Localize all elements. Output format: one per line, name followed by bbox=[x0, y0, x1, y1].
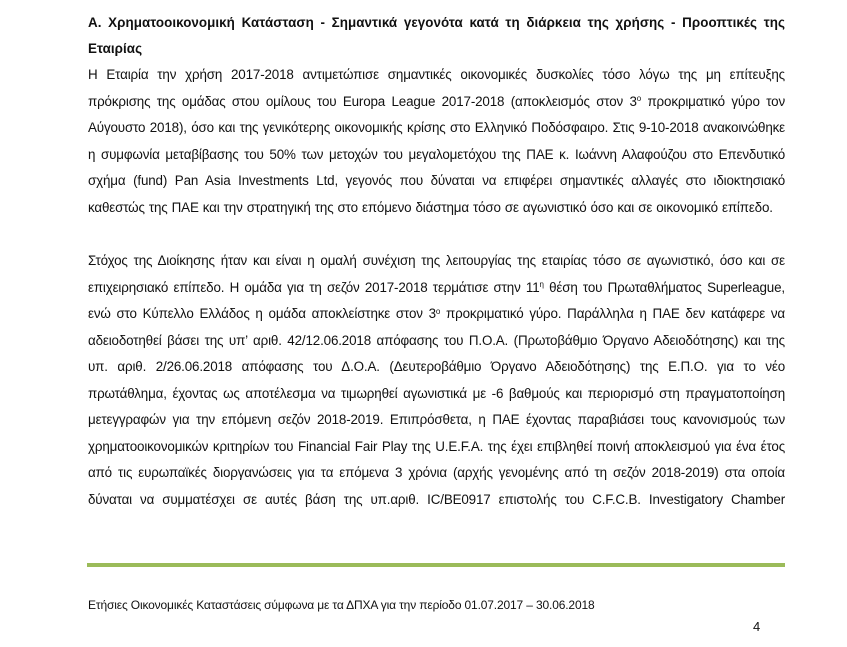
paragraph-text: προκριματικό γύρο. Παράλληλα η ΠΑΕ δεν κατάφερε να αδειοδοτηθεί βάσει της υπ’ αριθ. 42/12.06.2018 απόφασης του Π.Ο.Α. (Πρωτοβάθμιο Όργανο Αδειοδότησης) και της υπ. αριθ. 2/26.06.2018 απόφασης του Δ.Ο.Α. (Δευτεροβάθμιο Όργανο Αδειοδότησης) της Ε.Π.Ο. για το νέο πρωτάθλημα, έχοντας ως αποτέλεσμα να τιμωρηθεί αγωνιστικά με -6 βαθμούς και περιορισμό στη πραγματοποίηση μετεγγραφών για την επόμενη σεζόν 2018-2019. Επιπρόσθετα, η ΠΑΕ έχοντας παραβιάσει τους κανονισμούς των χρηματοοικονομικών κριτηρίων του Financial Fair Play της U.E.F.A. της έχει επιβληθεί ποινή αποκλεισμού για ένα έτος από τις ευρωπαϊκές διοργανώσεις για τα επόμενα 3 χρόνια (αρχής γενομένης από τη σεζόν 2018-2019) στα οποία δύναται να συμματέσχει σε αυτές βάση της υπ.αριθ. IC/BE0917 επιστολής του C.F.C.B. Investigatory Chamber bbox=[88, 306, 785, 507]
paragraph-spacer bbox=[88, 221, 785, 248]
footer-caption: Ετήσιες Οικονομικές Καταστάσεις σύμφωνα με τα ΔΠΧΑ για την περίοδο 01.07.2017 – 30.06.2018 bbox=[88, 598, 595, 612]
paragraph-management-goals bbox=[88, 248, 785, 513]
ordinal-superscript: η bbox=[539, 280, 544, 290]
paragraph-text: προκριματικό γύρο τον Αύγουστο 2018), όσο και της γενικότερης οικονομικής κρίσης στο Ελληνικό Ποδόσφαιρο. Στις 9-10-2018 ανακοινώθηκε η συμφωνία μεταβίβασης του 50% των μετοχών του μεγαλομετόχου της ΠΑΕ κ. Ιωάννη Αλαφούζου στο Επενδυτικό σχήμα (fund) Pan Asia Investments Ltd, γεγονός που δύναται να επιφέρει σημαντικές αλλαγές στο ιδιοκτησιακό καθεστώς της ΠΑΕ και την στρατηγική της στο επόμενο διάστημα τόσο σε αγωνιστικό όσο και σε οικονομικό επίπεδο. bbox=[88, 93, 785, 215]
paragraph-text: θέση του Πρωταθλήματος Superleague, ενώ στο Κύπελλο Ελλάδος η ομάδα αποκλείστηκε στον 3 bbox=[88, 279, 785, 321]
section-heading: Α. Χρηματοοικονομική Κατάσταση - Σημαντικά γεγονότα κατά τη διάρκεια της χρήσης - Προοπτικές της Εταιρίας bbox=[88, 15, 785, 56]
footer-divider bbox=[87, 563, 785, 567]
document-body bbox=[88, 10, 785, 513]
page-number: 4 bbox=[753, 619, 761, 634]
paragraph-financial-situation bbox=[88, 62, 785, 221]
ordinal-superscript: ο bbox=[435, 306, 441, 316]
paragraph-text: Στόχος της Διοίκησης ήταν και είναι η ομαλή συνέχιση της λειτουργίας της εταιρίας τόσο σε αγωνιστικό, όσο και σε επιχειρησιακό επίπεδο. Η ομάδα για τη σεζόν 2017-2018 τερμάτισε στην 11 bbox=[88, 253, 785, 295]
ordinal-superscript: ο bbox=[636, 94, 642, 104]
paragraph-text: Η Εταιρία την χρήση 2017-2018 αντιμετώπισε σημαντικές οικονομικές δυσκολίες τόσο λόγω της μη επίτευξης πρόκρισης της ομάδας στου ομίλους του Europa League 2017-2018 (αποκλεισμός στον 3 bbox=[88, 67, 785, 109]
